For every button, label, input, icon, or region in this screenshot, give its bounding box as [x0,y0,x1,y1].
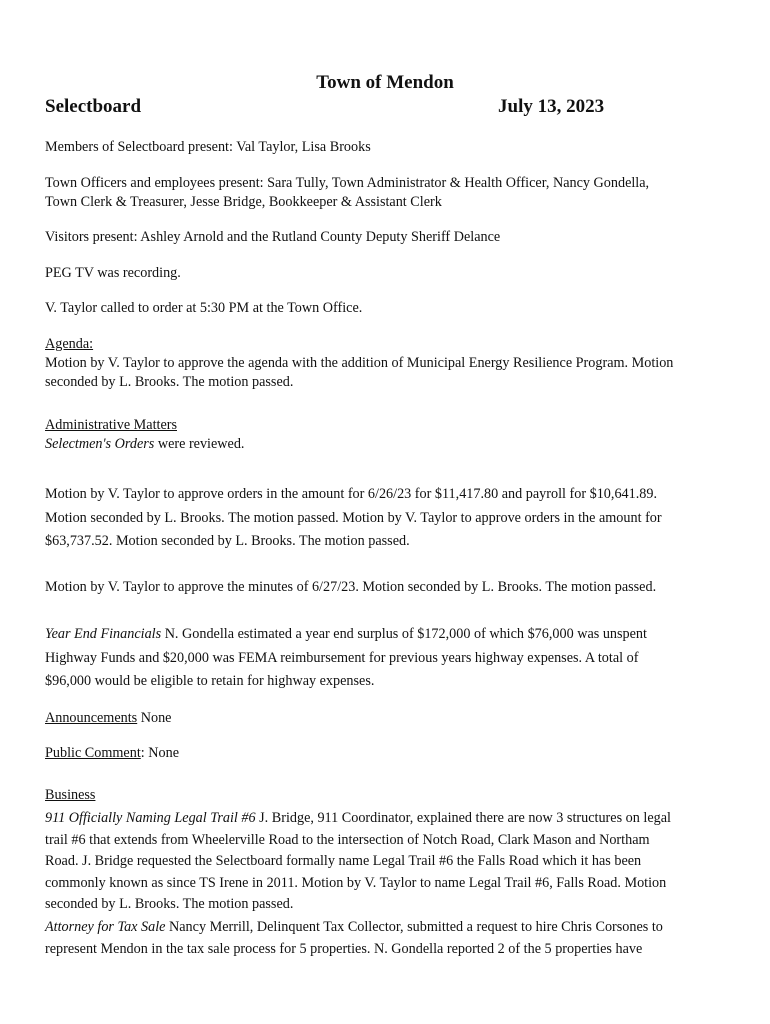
peg-tv-note: PEG TV was recording. [45,265,181,281]
trail-line: trail #6 that extends from Wheelerville Road to the intersection of Notch Road, Clark Mason and Northam [45,831,650,848]
trail-line: Road. J. Bridge requested the Selectboard formally name Legal Trail #6 the Falls Road which it has been [45,853,642,869]
business-heading: Business [45,787,96,803]
trail-line: commonly known as since TS Irene in 2011. Motion by V. Taylor to name Legal Trail #6, Falls Road. Motion [45,874,667,891]
officers-present [45,174,730,212]
public-comment [45,744,730,763]
orders-label: Selectmen's Orders [45,436,155,452]
board-heading: Selectboard [45,96,142,117]
motion-line: Motion by V. Taylor to approve orders in the amount for 6/26/23 for $11,417.80 and payroll for $10,641.89. [45,486,658,502]
tax-label: Attorney for Tax Sale [45,919,166,935]
legal-trail-item [45,808,730,916]
motion-line: $63,737.52. Motion seconded by L. Brooks. The motion passed. [45,533,410,549]
officers-line: Town Clerk & Treasurer, Jesse Bridge, Bookkeeper & Assistant Clerk [45,194,442,210]
trail-text: J. Bridge, 911 Coordinator, explained there are now 3 structures on legal [255,810,671,826]
members-present: Members of Selectboard present: Val Taylor, Lisa Brooks [45,139,371,155]
orders-motion [45,483,730,554]
public-comment-text: : None [140,745,179,761]
trail-label: 911 Officially Naming Legal Trail #6 [45,810,256,826]
agenda-line: Motion by V. Taylor to approve the agenda with the addition of Municipal Energy Resilience Program. Motion [45,355,674,371]
announcements-text: None [137,710,172,726]
yef-line: Highway Funds and $20,000 was FEMA reimbursement for previous years highway expenses. A total of [45,649,639,666]
visitors-present: Visitors present: Ashley Arnold and the Rutland County Deputy Sheriff Delance [45,229,501,245]
yef-line [45,623,730,647]
agenda-section [45,335,730,392]
yef-line: $96,000 would be eligible to retain for highway expenses. [45,673,375,689]
motion-line: Motion seconded by L. Brooks. The motion passed. Motion by V. Taylor to approve orders in the amount for [45,509,662,526]
call-to-order: V. Taylor called to order at 5:30 PM at the Town Office. [45,300,363,316]
admin-heading: Administrative Matters [45,417,177,433]
agenda-heading: Agenda: [45,336,94,352]
trail-line: seconded by L. Brooks. The motion passed. [45,896,294,912]
tax-line [45,917,730,939]
meeting-date: July 13, 2023 [498,96,605,117]
tax-sale-item [45,917,730,960]
announcements-label: Announcements [45,710,138,726]
trail-line [45,808,730,830]
town-title: Town of Mendon [316,72,454,93]
officers-line: Town Officers and employees present: Sara Tully, Town Administrator & Health Officer, Nancy Gondella, [45,175,650,191]
selectmen-orders [45,435,730,454]
yef-label: Year End Financials [45,626,162,642]
tax-line: represent Mendon in the tax sale process for 5 properties. N. Gondella reported 2 of the 5 properties have [45,940,643,957]
agenda-line: seconded by L. Brooks. The motion passed. [45,374,294,390]
year-end-financials [45,623,730,694]
minutes-motion: Motion by V. Taylor to approve the minutes of 6/27/23. Motion seconded by L. Brooks. The motion passed. [45,579,657,595]
public-comment-label: Public Comment [45,745,141,761]
announcements [45,709,730,728]
tax-text: Nancy Merrill, Delinquent Tax Collector, submitted a request to hire Chris Corsones to [165,919,663,935]
yef-text: N. Gondella estimated a year end surplus of $172,000 of which $76,000 was unspent [161,626,647,642]
admin-section [45,416,730,454]
orders-text: were reviewed. [154,436,245,452]
